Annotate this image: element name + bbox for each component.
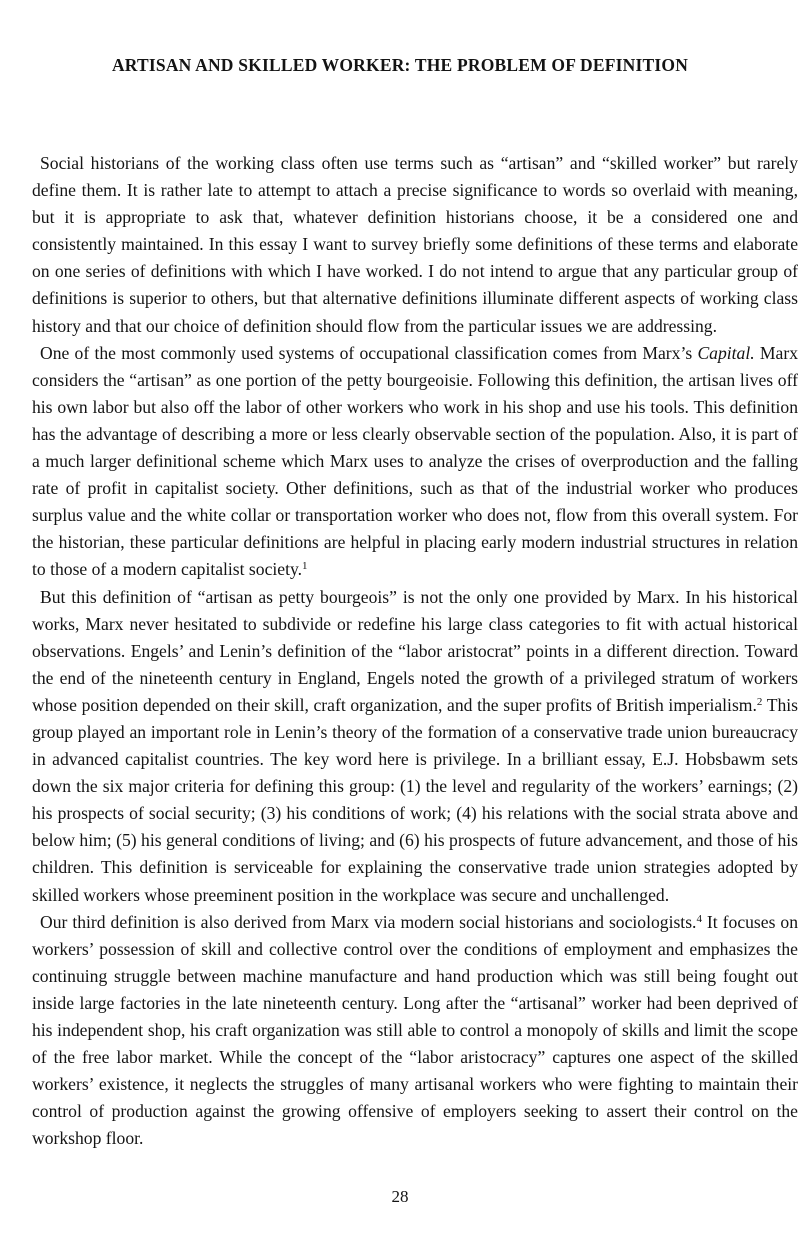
footnote-marker: 1 xyxy=(302,560,308,573)
paragraph-text: But this definition of “artisan as petty bourgeois” is not the only one provided by Marx. In his historical works, Marx never hesitated to subdivide or redefine his large class categories to fit with actual historical observations. Engels’ and Lenin’s definition of the “labor aristocrat” points in a different direction. Toward the end of the nineteenth century in England, Engels noted the growth of a privileged stratum of workers whose position depended on their skill, craft organization, and the super profits of British imperialism. xyxy=(32,586,798,715)
page-number: 28 xyxy=(391,1187,409,1206)
body-paragraph xyxy=(32,909,798,1153)
body-paragraph xyxy=(32,150,798,340)
paragraph-text: Social historians of the working class often use terms such as “artisan” and “skilled worker” but rarely define them. It is rather late to attempt to attach a precise significance to words so overlaid with meaning, but it is appropriate to ask that, whatever definition historians choose, it be a considered one and consistently maintained. In this essay I want to survey briefly some definitions of these terms and elaborate on one series of definitions with which I have worked. I do not intend to argue that any particular group of definitions is superior to others, but that alternative definitions illuminate different aspects of working class history and that our choice of definition should flow from the particular issues we are addressing. xyxy=(32,153,798,336)
paragraph-text: This group played an important role in Lenin’s theory of the formation of a conservative trade union bureaucracy in advanced capitalist countries. The key word here is privilege. In a brilliant essay, E.J. Hobsbawm sets down the six major criteria for defining this group: (1) the level and regularity of the workers’ earnings; (2) his prospects of social security; (3) his conditions of work; (4) his relations with the social strata above and below him; (5) his general conditions of living; and (6) his prospects of future advancement, and those of his children. This definition is serviceable for explaining the conservative trade union strategies adopted by skilled workers whose preeminent position in the workplace was secure and unchallenged. xyxy=(32,694,799,905)
paragraph-text: Marx considers the “artisan” as one portion of the petty bourgeoisie. Following this definition, the artisan lives off his own labor but also off the labor of other workers who work in his shop and use his tools. This definition has the advantage of describing a more or less clearly observable section of the population. Also, it is part of a much larger definitional scheme which Marx uses to analyze the crises of overproduction and the falling rate of profit in capitalist society. Other definitions, such as that of the industrial worker who produces surplus value and the white collar or transportation worker who does not, flow from this overall system. For the historian, these particular definitions are helpful in placing early modern industrial structures in relation to those of a modern capitalist society. xyxy=(32,342,798,580)
footnote-marker: 4 xyxy=(696,912,702,925)
body-paragraph xyxy=(32,340,798,584)
footnote-marker: 2 xyxy=(756,695,763,708)
paragraph-text: Our third definition is also derived from Marx via modern social historians and sociologists. xyxy=(40,911,697,932)
paragraph-text: It focuses on workers’ possession of skill and collective control over the conditions of employment and emphasizes the continuing struggle between machine manufacture and hand production which was still being fought out inside large factories in the late nineteenth century. Long after the “artisanal” worker had been deprived of his independent shop, his craft organization was still able to control a monopoly of skills and limit the scope of the free labor market. While the concept of the “labor aristocracy” captures one aspect of the skilled workers’ existence, it neglects the struggles of many artisanal workers who were fighting to maintain their control of production against the growing offensive of employers seeking to assert their control on the workshop floor. xyxy=(32,911,798,1149)
essay-body xyxy=(32,150,798,1152)
italic-text: Capital. xyxy=(697,342,755,363)
essay-title: ARTISAN AND SKILLED WORKER: THE PROBLEM OF DEFINITION xyxy=(111,55,689,75)
body-paragraph xyxy=(32,584,798,909)
paragraph-text: One of the most commonly used systems of occupational classification comes from Marx’s xyxy=(40,342,698,363)
